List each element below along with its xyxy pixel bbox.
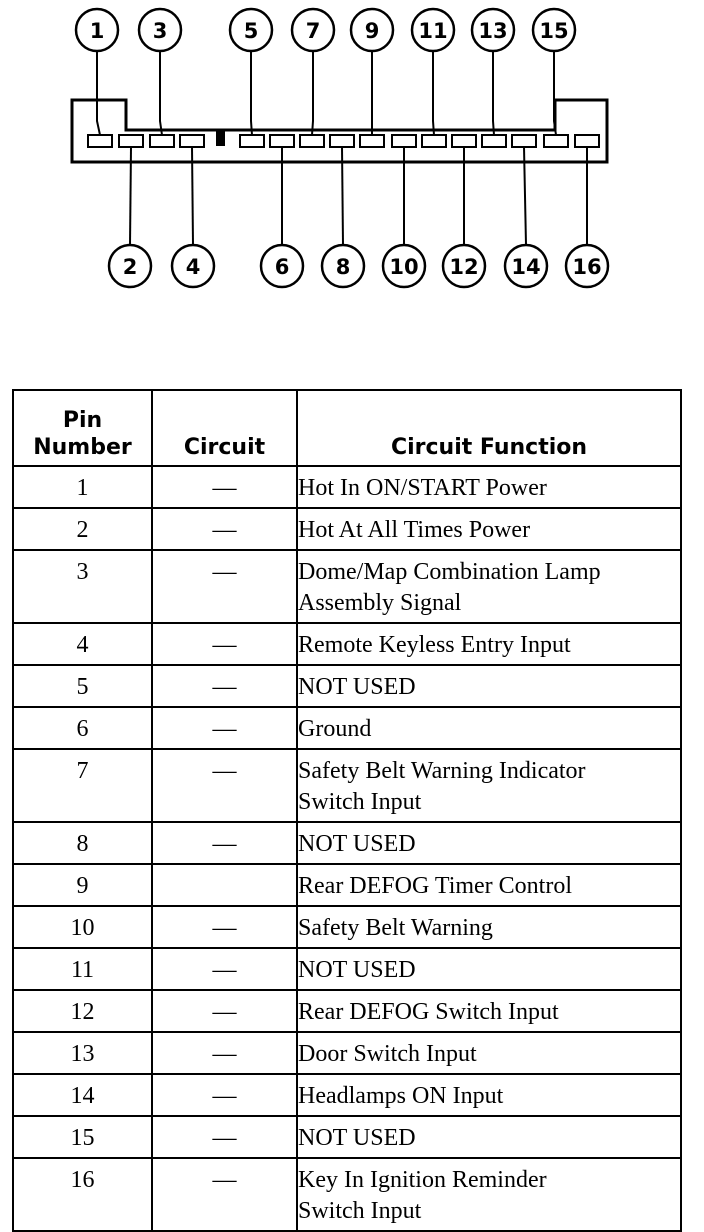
circuit-function-line: Remote Keyless Entry Input <box>298 632 571 658</box>
table-row <box>13 948 681 990</box>
header-circuit-function: Circuit Function <box>297 390 681 466</box>
table-row <box>13 466 681 508</box>
table-row <box>13 1116 681 1158</box>
pin-slot-7 <box>300 135 324 147</box>
circuit-cell: — <box>152 822 297 864</box>
pin-callout-label: 9 <box>364 19 380 43</box>
table-row <box>13 864 681 906</box>
connector-pinout-diagram <box>0 0 704 330</box>
circuit-function-line: Key In Ignition Reminder <box>298 1167 547 1193</box>
pin-callout-label: 10 <box>389 255 419 279</box>
pin-callout-label: 2 <box>122 255 138 279</box>
leader-line-bottom <box>192 147 193 245</box>
circuit-function-cell <box>297 1032 681 1074</box>
circuit-function-cell <box>297 623 681 665</box>
pin-number-cell: 9 <box>13 864 152 906</box>
pin-number-cell: 10 <box>13 906 152 948</box>
circuit-cell: — <box>152 623 297 665</box>
pin-number-cell: 7 <box>13 749 152 822</box>
circuit-function-cell <box>297 864 681 906</box>
pin-slot-14 <box>512 135 536 147</box>
pin-callout-label: 14 <box>511 255 541 279</box>
leader-line-top <box>160 51 162 135</box>
pin-callout-label: 5 <box>243 19 259 43</box>
table-row <box>13 990 681 1032</box>
circuit-function-line: NOT USED <box>298 957 416 983</box>
table-row <box>13 1074 681 1116</box>
circuit-function-line: NOT USED <box>298 674 416 700</box>
pin-slot-13 <box>482 135 506 147</box>
circuit-function-cell <box>297 906 681 948</box>
pin-slot-3 <box>150 135 174 147</box>
table-row <box>13 1032 681 1074</box>
header-circuit: Circuit <box>152 390 297 466</box>
pin-callout-label: 6 <box>274 255 290 279</box>
pin-callout-label: 15 <box>539 19 569 43</box>
circuit-cell: — <box>152 1116 297 1158</box>
pin-number-cell: 11 <box>13 948 152 990</box>
pin-slot-11 <box>422 135 446 147</box>
circuit-function-cell <box>297 466 681 508</box>
pin-slot-9 <box>360 135 384 147</box>
pin-slot-16 <box>575 135 599 147</box>
leader-line-top <box>97 51 100 135</box>
circuit-cell: — <box>152 1158 297 1231</box>
connector-key <box>216 131 225 146</box>
circuit-function-line: Hot In ON/START Power <box>298 475 547 501</box>
table-row <box>13 822 681 864</box>
leader-line-top <box>493 51 494 135</box>
pin-number-cell: 14 <box>13 1074 152 1116</box>
pin-number-cell: 6 <box>13 707 152 749</box>
circuit-function-line: NOT USED <box>298 1125 416 1151</box>
circuit-function-line: NOT USED <box>298 831 416 857</box>
table-row <box>13 623 681 665</box>
table-row <box>13 707 681 749</box>
circuit-cell: — <box>152 665 297 707</box>
circuit-cell: — <box>152 948 297 990</box>
circuit-function-line: Dome/Map Combination Lamp <box>298 559 601 585</box>
circuit-function-line: Safety Belt Warning <box>298 915 493 941</box>
pin-number-cell: 15 <box>13 1116 152 1158</box>
circuit-cell <box>152 864 297 906</box>
circuit-cell: — <box>152 707 297 749</box>
circuit-function-cell <box>297 1116 681 1158</box>
pin-callout-label: 11 <box>418 19 448 43</box>
header-pin-line2: Number <box>33 435 132 460</box>
pin-number-cell: 2 <box>13 508 152 550</box>
pin-callout-label: 12 <box>449 255 479 279</box>
pin-slot-15 <box>544 135 568 147</box>
pin-callout-label: 1 <box>89 19 105 43</box>
leader-line-bottom <box>130 147 131 245</box>
circuit-function-line: Hot At All Times Power <box>298 517 531 543</box>
pin-callout-label: 16 <box>572 255 602 279</box>
pin-slot-10 <box>392 135 416 147</box>
connector-body <box>72 100 607 162</box>
pin-callout-label: 8 <box>335 255 351 279</box>
circuit-function-line: Door Switch Input <box>298 1041 477 1067</box>
header-pin-number <box>13 390 152 466</box>
table-row <box>13 665 681 707</box>
circuit-function-line: Switch Input <box>298 789 422 815</box>
pin-slots <box>88 135 599 147</box>
pin-callout-label: 7 <box>305 19 321 43</box>
pin-number-cell: 13 <box>13 1032 152 1074</box>
leader-line-top <box>433 51 434 135</box>
table-row <box>13 906 681 948</box>
circuit-cell: — <box>152 1032 297 1074</box>
circuit-cell: — <box>152 906 297 948</box>
table-row <box>13 550 681 623</box>
circuit-function-cell <box>297 1158 681 1231</box>
circuit-function-line: Rear DEFOG Timer Control <box>298 873 573 899</box>
circuit-function-line: Headlamps ON Input <box>298 1083 504 1109</box>
circuit-function-cell <box>297 948 681 990</box>
pin-slot-5 <box>240 135 264 147</box>
circuit-cell: — <box>152 550 297 623</box>
pin-number-cell: 1 <box>13 466 152 508</box>
circuit-function-cell <box>297 749 681 822</box>
circuit-cell: — <box>152 466 297 508</box>
pin-number-cell: 12 <box>13 990 152 1032</box>
table-row <box>13 1158 681 1231</box>
pin-number-cell: 16 <box>13 1158 152 1231</box>
pin-callout-label: 4 <box>185 255 201 279</box>
leader-line-top <box>251 51 252 135</box>
pin-number-cell: 3 <box>13 550 152 623</box>
circuit-function-cell <box>297 550 681 623</box>
leader-line-top <box>312 51 313 135</box>
pin-slot-1 <box>88 135 112 147</box>
header-pin-line1: Pin <box>62 408 103 433</box>
pin-number-cell: 5 <box>13 665 152 707</box>
pin-slot-2 <box>119 135 143 147</box>
leader-line-bottom <box>342 147 343 245</box>
circuit-cell: — <box>152 508 297 550</box>
circuit-cell: — <box>152 1074 297 1116</box>
circuit-cell: — <box>152 990 297 1032</box>
circuit-function-cell <box>297 508 681 550</box>
table-row <box>13 749 681 822</box>
pin-function-table <box>12 389 682 1232</box>
table-header-row <box>13 390 681 466</box>
pin-callout-label: 13 <box>478 19 508 43</box>
pin-number-cell: 4 <box>13 623 152 665</box>
pin-slot-8 <box>330 135 354 147</box>
circuit-function-line: Ground <box>298 716 372 742</box>
circuit-function-line: Rear DEFOG Switch Input <box>298 999 559 1025</box>
pin-callout-label: 3 <box>152 19 168 43</box>
pin-slot-4 <box>180 135 204 147</box>
circuit-function-cell <box>297 1074 681 1116</box>
pin-slot-12 <box>452 135 476 147</box>
circuit-cell: — <box>152 749 297 822</box>
pin-number-cell: 8 <box>13 822 152 864</box>
table-row <box>13 508 681 550</box>
circuit-function-line: Switch Input <box>298 1198 422 1224</box>
pin-slot-6 <box>270 135 294 147</box>
circuit-function-line: Assembly Signal <box>298 590 462 616</box>
circuit-function-line: Safety Belt Warning Indicator <box>298 758 586 784</box>
circuit-function-cell <box>297 822 681 864</box>
circuit-function-cell <box>297 990 681 1032</box>
circuit-function-cell <box>297 665 681 707</box>
circuit-function-cell <box>297 707 681 749</box>
